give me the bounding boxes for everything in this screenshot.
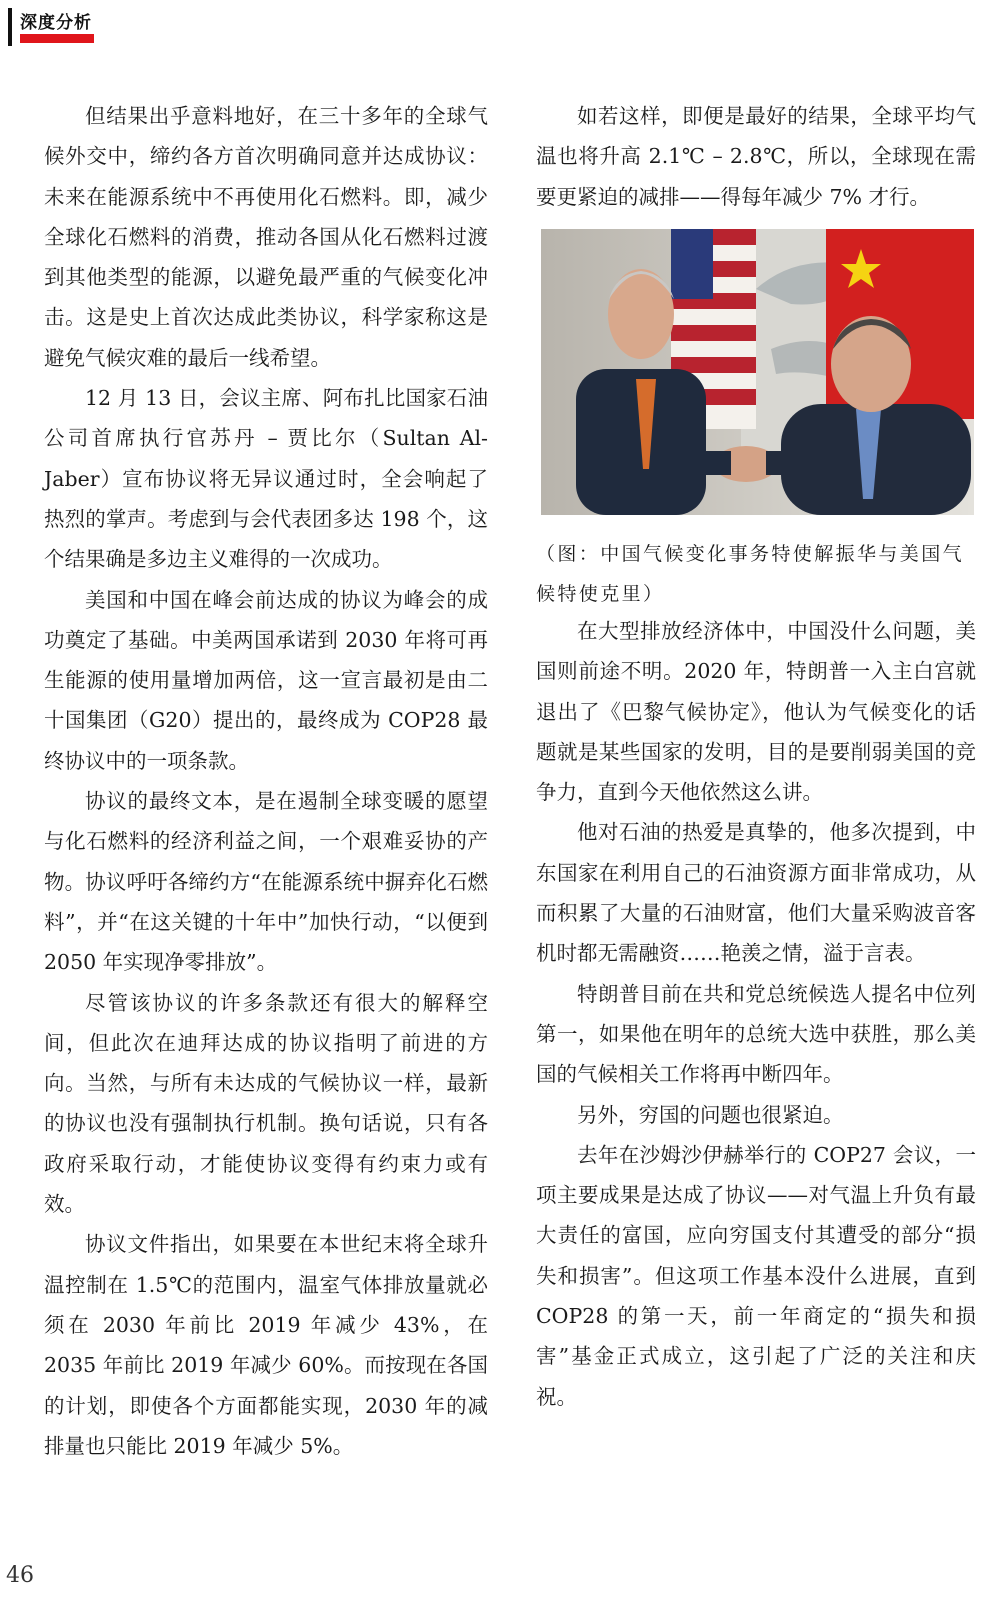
paragraph: 尽管该协议的许多条款还有很大的解释空间，但此次在迪拜达成的协议指明了前进的方向。当然，与所有未达成的气候协议一样，最新的协议也没有强制执行机制。换句话说，只有各政府采取行动，才能使协议变得有约束力或有效。 — [44, 990, 488, 1217]
photo-illustration — [541, 229, 974, 515]
header-accent-bar — [8, 8, 12, 46]
photo-envoys-handshake — [541, 229, 974, 515]
paragraph: 但结果出乎意料地好，在三十多年的全球气候外交中，缔约各方首次明确同意并达成协议：未来在能源系统中不再使用化石燃料。即，减少全球化石燃料的消费，推动各国从化石燃料过渡到其他类型的能源，以避免最严重的气候变化冲击。这是史上首次达成此类协议，科学家称这是避免气候灾难的最后一线希望。 — [44, 104, 488, 370]
paragraph: 特朗普目前在共和党总统候选人提名中位列第一，如果他在明年的总统大选中获胜，那么美国的气候相关工作将再中断四年。 — [536, 981, 976, 1087]
paragraph: 美国和中国在峰会前达成的协议为峰会的成功奠定了基础。中美两国承诺到 2030 年将可再生能源的使用量增加两倍，这一宣言最初是由二十国集团（G20）提出的，最终成为 COP28 最终协议中的一项条款。 — [44, 587, 488, 773]
left-column — [44, 96, 488, 1466]
section-header — [0, 0, 1000, 50]
paragraph: 去年在沙姆沙伊赫举行的 COP27 会议，一项主要成果是达成了协议——对气温上升负有最大责任的富国，应向穷国支付其遭受的部分“损失和损害”。但这项工作基本没什么进展，直到 COP28 的第一天，前一年商定的“损失和损害”基金正式成立，这引起了广泛的关注和庆祝。 — [536, 1142, 976, 1409]
page-number: 46 — [6, 1563, 34, 1588]
paragraph: 协议文件指出，如果要在本世纪末将全球升温控制在 1.5℃的范围内，温室气体排放量就必须在 2030 年前比 2019 年减少 43%，在 2035 年前比 2019 年减少 60%。而按现在各国的计划，即使各个方面都能实现，2030 年的减排量也只能比 2019 年减少 5%。 — [44, 1232, 488, 1458]
right-column-top — [536, 96, 976, 217]
header-red-underline — [20, 34, 94, 43]
paragraph: 12 月 13 日，会议主席、阿布扎比国家石油公司首席执行官苏丹 – 贾比尔（Sultan Al-Jaber）宣布协议将无异议通过时，全会响起了热烈的掌声。考虑到与会代表团多达 198 个，这个结果确是多边主义难得的一次成功。 — [44, 386, 488, 572]
paragraph: 如若这样，即便是最好的结果，全球平均气温也将升高 2.1℃ – 2.8℃，所以，全球现在需要更紧迫的减排——得每年减少 7% 才行。 — [536, 104, 976, 209]
paragraph: 在大型排放经济体中，中国没什么问题，美国则前途不明。2020 年，特朗普一入主白宫就退出了《巴黎气候协定》，他认为气候变化的话题就是某些国家的发明，目的是要削弱美国的竞争力，直到今天他依然这么讲。 — [536, 619, 976, 805]
photo-caption: （图：中国气候变化事务特使解振华与美国气候特使克里） — [536, 543, 965, 605]
right-column-body — [536, 611, 976, 1417]
paragraph: 另外，穷国的问题也很紧迫。 — [577, 1102, 844, 1127]
section-title: 深度分析 — [20, 13, 92, 33]
paragraph: 协议的最终文本，是在遏制全球变暖的愿望与化石燃料的经济利益之间，一个艰难妥协的产物。协议呼吁各缔约方“在能源系统中摒弃化石燃料”，并“在这关键的十年中”加快行动，“以便到 2050 年实现净零排放”。 — [44, 789, 488, 975]
paragraph: 他对石油的热爱是真挚的，他多次提到，中东国家在利用自己的石油资源方面非常成功，从而积累了大量的石油财富，他们大量采购波音客机时都无需融资……艳羡之情，溢于言表。 — [536, 820, 976, 966]
